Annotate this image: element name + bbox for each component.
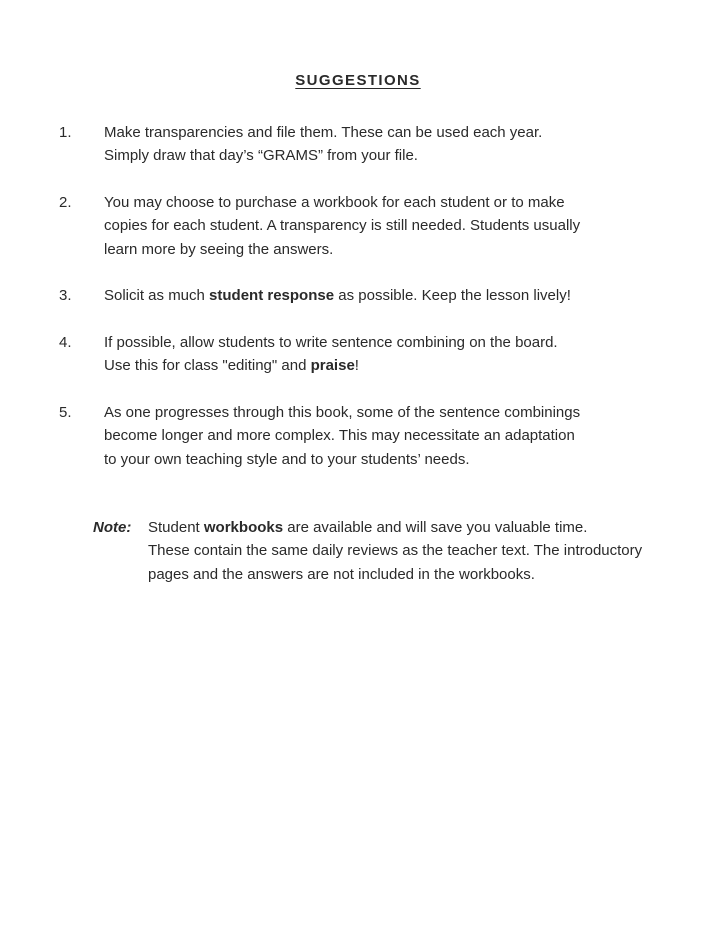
item-line: to your own teaching style and to your students’ needs. [104, 450, 470, 468]
item-line: You may choose to purchase a workbook for each student or to make [104, 194, 565, 211]
item-bold-segment: student response [209, 287, 335, 304]
note-text [148, 516, 688, 586]
item-line: As one progresses through this book, some of the sentence combinings [104, 404, 581, 421]
item-line: Make transparencies and file them. These can be used each year. [104, 124, 543, 141]
note-line [148, 516, 688, 539]
item-line [104, 284, 664, 307]
item-line: Simply draw that day’s “GRAMS” from your file. [104, 147, 418, 165]
note-label: Note: [93, 519, 132, 536]
item-number: 1. [59, 124, 72, 141]
item-text-segment: as possible. Keep the lesson lively! [334, 287, 571, 304]
item-line: If possible, allow students to write sentence combining on the board. [104, 334, 558, 351]
item-text [104, 401, 664, 471]
item-text [104, 331, 664, 378]
note-line: pages and the answers are not included in the workbooks. [148, 565, 535, 583]
item-line: become longer and more complex. This may necessitate an adaptation [104, 427, 575, 445]
item-text [104, 121, 664, 168]
item-number: 3. [59, 287, 72, 304]
item-text-segment: Solicit as much [104, 287, 210, 304]
item-line: copies for each student. A transparency is still needed. Students usually [104, 217, 581, 235]
note-line: These contain the same daily reviews as the teacher text. The introductory [148, 542, 643, 560]
item-line: learn more by seeing the answers. [104, 240, 334, 258]
item-bold-segment: praise [310, 357, 355, 375]
item-text-segment: ! [354, 357, 359, 375]
item-number: 5. [59, 404, 72, 421]
item-text [104, 191, 664, 261]
item-line [104, 354, 664, 377]
item-number: 2. [59, 194, 72, 211]
item-number: 4. [59, 334, 72, 351]
note-bold-segment: workbooks [203, 519, 284, 536]
note-text-segment: are available and will save you valuable time. [283, 519, 588, 536]
note-text-segment: Student [148, 519, 204, 536]
item-text-segment: Use this for class "editing" and [104, 357, 311, 375]
page-heading: SUGGESTIONS [295, 72, 421, 89]
item-text [104, 284, 664, 307]
